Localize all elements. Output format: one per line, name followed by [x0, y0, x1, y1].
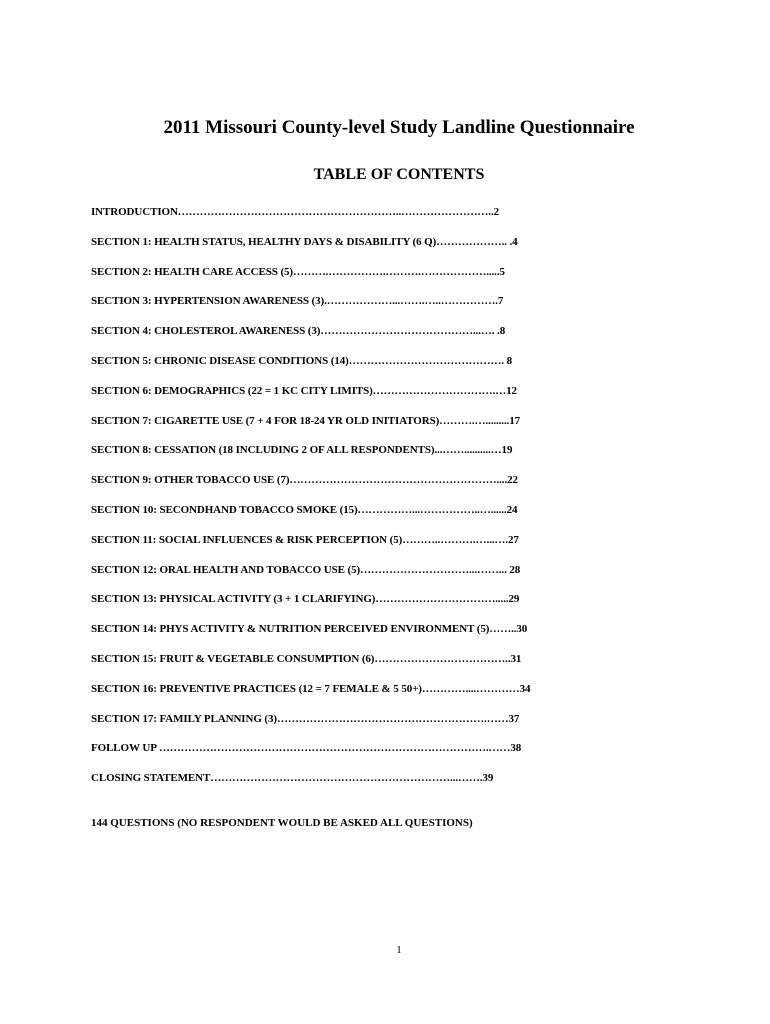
toc-entry-section-5[interactable]: SECTION 5: CHRONIC DISEASE CONDITIONS (14)……………………………………. 8 — [91, 354, 513, 367]
toc-entry-section-6[interactable]: SECTION 6: DEMOGRAPHICS (22 = 1 KC CITY LIMITS)…………………………….…12 — [91, 384, 517, 397]
toc-entry-section-13[interactable]: SECTION 13: PHYSICAL ACTIVITY (3 + 1 CLARIFYING)…………………………….....29 — [91, 593, 520, 606]
toc-entry-closing-statement[interactable]: CLOSING STATEMENT…………………………………………………………...…….39 — [91, 772, 494, 785]
toc-entry-section-7[interactable]: SECTION 7: CIGARETTE USE (7 + 4 FOR 18-24 YR OLD INITIATORS)……….….........17 — [91, 414, 521, 427]
toc-entry-section-10[interactable]: SECTION 10: SECONDHAND TOBACCO SMOKE (15)……………...……………..…......24 — [91, 503, 518, 516]
toc-entry-section-14[interactable]: SECTION 14: PHYS ACTIVITY & NUTRITION PERCEIVED ENVIRONMENT (5)……..30 — [91, 623, 528, 636]
toc-entry-section-2[interactable]: SECTION 2: HEALTH CARE ACCESS (5)……….…………….……….……………….....5 — [91, 265, 505, 278]
toc-entry-section-1[interactable]: SECTION 1: HEALTH STATUS, HEALTHY DAYS & DISABILITY (6 Q)……………….. .4 — [91, 235, 518, 248]
toc-entry-section-12[interactable]: SECTION 12: ORAL HEALTH AND TOBACCO USE (5)…………………………...……... 28 — [91, 563, 521, 576]
toc-entry-section-11[interactable]: SECTION 11: SOCIAL INFLUENCES & RISK PERCEPTION (5)………..……….…...….27 — [91, 533, 519, 546]
toc-heading: TABLE OF CONTENTS — [313, 166, 485, 183]
toc-entry-section-15[interactable]: SECTION 15: FRUIT & VEGETABLE CONSUMPTION (6)………………………………..31 — [91, 652, 522, 665]
question-count-note: 144 QUESTIONS (NO RESPONDENT WOULD BE ASKED ALL QUESTIONS) — [91, 817, 473, 829]
toc-list — [91, 206, 601, 802]
toc-entry-follow-up[interactable]: FOLLOW UP ……………………………………………………………………………….……38 — [91, 742, 522, 755]
toc-entry-section-16[interactable]: SECTION 16: PREVENTIVE PRACTICES (12 = 7 FEMALE & 5 50+)…………....…………34 — [91, 682, 531, 695]
toc-entry-section-4[interactable]: SECTION 4: CHOLESTEROL AWARENESS (3)……………………………………...…. .8 — [91, 325, 506, 338]
toc-entry-section-3[interactable]: SECTION 3: HYPERTENSION AWARENESS (3).………………...…….…..…………….7 — [91, 295, 504, 308]
page-number: 1 — [396, 944, 402, 956]
toc-entry-section-17[interactable]: SECTION 17: FAMILY PLANNING (3)………………………………………………….……37 — [91, 712, 520, 725]
toc-entry-section-9[interactable]: SECTION 9: OTHER TOBACCO USE (7)…………………………………………………....22 — [91, 474, 518, 487]
toc-entry-section-8[interactable]: SECTION 8: CESSATION (18 INCLUDING 2 OF ALL RESPONDENTS)...……..........…19 — [91, 444, 513, 457]
toc-entry-introduction[interactable]: INTRODUCTION……………………………………………………..……………………..2 — [91, 206, 500, 218]
document-title: 2011 Missouri County-level Study Landline Questionnaire — [163, 117, 635, 138]
